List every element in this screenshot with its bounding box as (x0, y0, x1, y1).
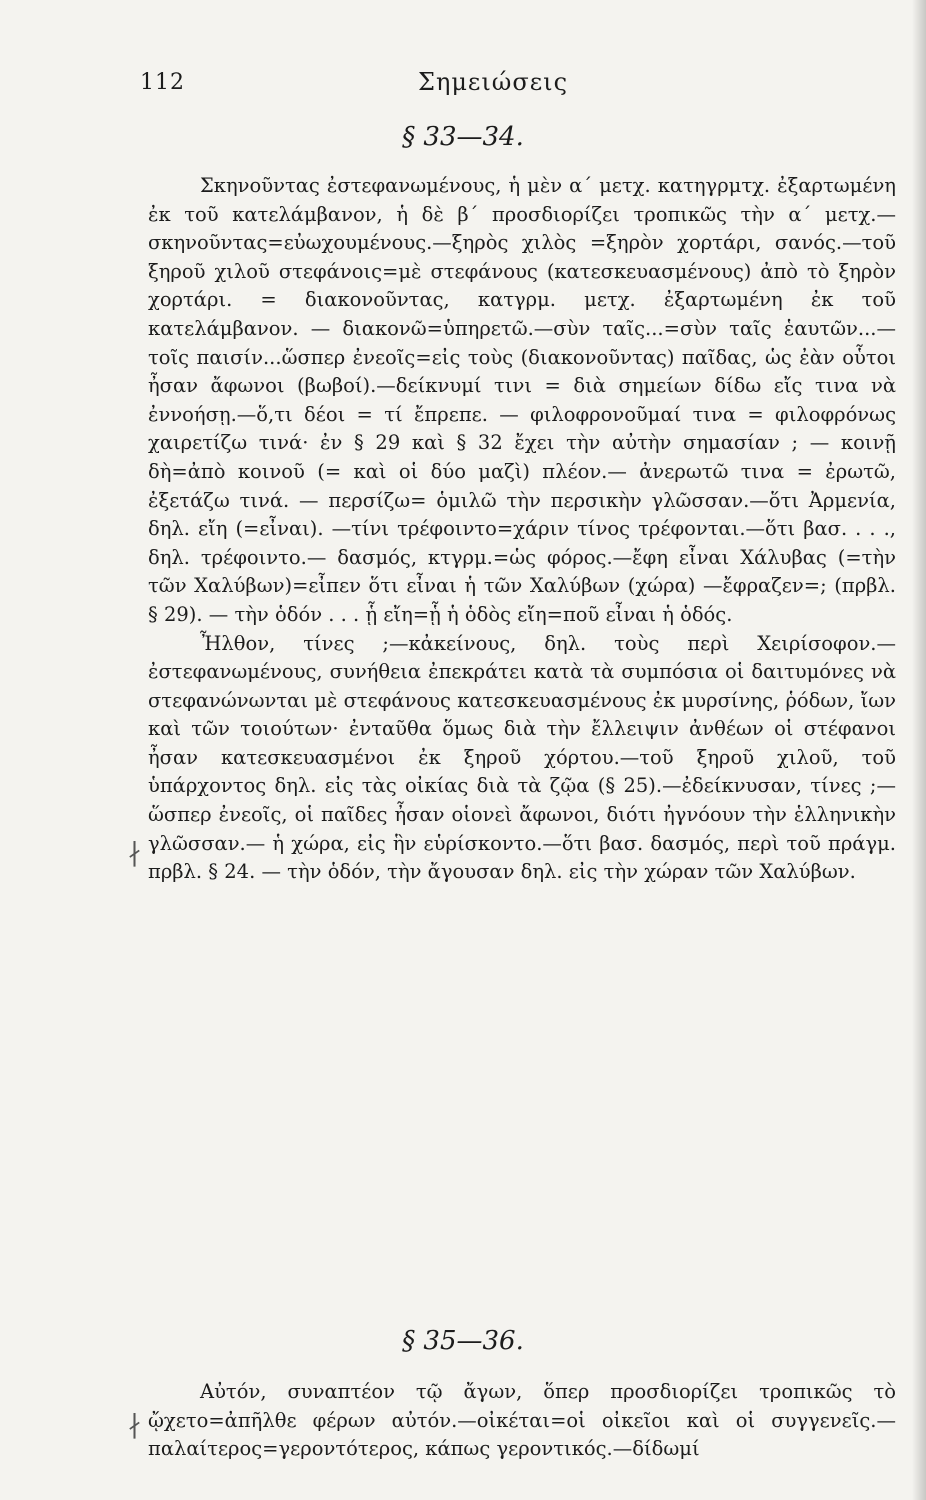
section-heading-33-34: § 33—34. (402, 122, 524, 152)
paragraph: Ἦλθον, τίνες ;—κἀκείνους, δηλ. τοὺς περὶ Χειρίσοφον.— ἐστεφανωμένους, συνήθεια ἐπεκράτει κατὰ τὰ συμπόσια οἱ δαιτυμόνες νὰ στεφανώνωνται μὲ στεφάνους κατεσκευασμένους ἐκ μυρσίνης, ῥόδων, ἴων καὶ τῶν τοιούτων· ἐνταῦθα ὅμως διὰ τὴν ἔλλειψιν ἀνθέων οἱ στέφανοι ἦσαν κατεσκευασμένοι ἐκ ξηροῦ χόρτου.—τοῦ ξηροῦ χιλοῦ, τοῦ ὑπάρχοντος δηλ. εἰς τὰς οἰκίας διὰ τὰ ζῷα (§ 25).—ἐδείκνυσαν, τίνες ;—ὥσπερ ἐνεοῖς, οἱ παῖδες ἦσαν οἱονεὶ ἄφωνοι, διότι ἠγνόουν τὴν ἑλληνικὴν γλῶσσαν.— ἡ χώρα, εἰς ἣν εὑρίσκοντο.—ὅτι βασ. δασμός, περὶ τοῦ πράγμ. πρβλ. § 24. — τὴν ὁδόν, τὴν ἄγουσαν δηλ. εἰς τὴν χώραν τῶν Χαλύβων. (148, 631, 896, 884)
margin-annotation-mark: ∤ (128, 1410, 141, 1440)
section-33-34-body (148, 172, 896, 887)
page-edge-shadow (912, 0, 926, 1500)
section-heading-35-36: § 35—36. (402, 1326, 524, 1356)
running-head: Σημειώσεις (417, 68, 569, 96)
paragraph: Αὐτόν, συναπτέον τῷ ἄγων, ὅπερ προσδιορίζει τροπικῶς τὸ ᾤχετο=ἀπῆλθε φέρων αὐτόν.—οἰκέται=οἱ οἰκεῖοι καὶ οἱ συγγενεῖς.—παλαίτερος=γεροντότερος, κάπως γεροντικός.—δίδωμί (148, 1380, 896, 1461)
section-35-36-body (148, 1378, 896, 1464)
paragraph: Σκηνοῦντας ἐστεφανωμένους, ἡ μὲν α΄ μετχ. κατηγρμτχ. ἐξαρτωμένη ἐκ τοῦ κατελάμβανον, ἡ δὲ β΄ προσδιορίζει τροπικῶς τὴν α΄ μετχ.—σκηνοῦντας=εὐωχουμένους.—ξηρὸς χιλὸς =ξηρὸν χορτάρι, σανός.—τοῦ ξηροῦ χιλοῦ στεφάνοις=μὲ στεφάνους (κατεσκευασμένους) ἀπὸ τὸ ξηρὸν χορτάρι. = διακονοῦντας, κατγρμ. μετχ. ἐξαρτωμένη ἐκ τοῦ κατελάμβανον. — διακονῶ=ὑπηρετῶ.—σὺν ταῖς...=σὺν ταῖς ἑαυτῶν...—τοῖς παισίν...ὥσπερ ἐνεοῖς=εἰς τοὺς (διακονοῦντας) παῖδας, ὡς ἐὰν οὗτοι ἦσαν ἄφωνοι (βωβοί).—δείκνυμί τινι = διὰ σημείων δίδω εἴς τινα νὰ ἐννοήσῃ.—ὅ,τι δέοι = τί ἔπρεπε. — φιλοφρονοῦμαί τινα = φιλοφρόνως χαιρετίζω τινά· ἐν § 29 καὶ § 32 ἔχει τὴν αὐτὴν σημασίαν ; — κοινῇ δὴ=ἀπὸ κοινοῦ (= καὶ οἱ δύο μαζὶ) πλέον.— ἀνερωτῶ τινα = ἐρωτῶ, ἐξετάζω τινά. — περσίζω= ὁμιλῶ τὴν περσικὴν γλῶσσαν.—ὅτι Ἀρμενία, δηλ. εἴη (=εἶναι). —τίνι τρέφοιντο=χάριν τίνος τρέφονται.—ὅτι βασ. . . ., δηλ. τρέφοιντο.— δασμός, κτγρμ.=ὡς φόρος.—ἔφη εἶναι Χάλυβας (=τὴν τῶν Χαλύβων)=εἶπεν ὅτι εἶναι ἡ τῶν Χαλύβων (χώρα) —ἔφραζεν=; (πρβλ. § 29). — τὴν ὁδόν . . . ᾗ εἴη=ᾗ ἡ ὁδὸς εἴη=ποῦ εἶναι ἡ ὁδός. (148, 174, 896, 626)
page-number: 112 (140, 70, 185, 95)
margin-annotation-mark: ∤ (128, 838, 141, 868)
